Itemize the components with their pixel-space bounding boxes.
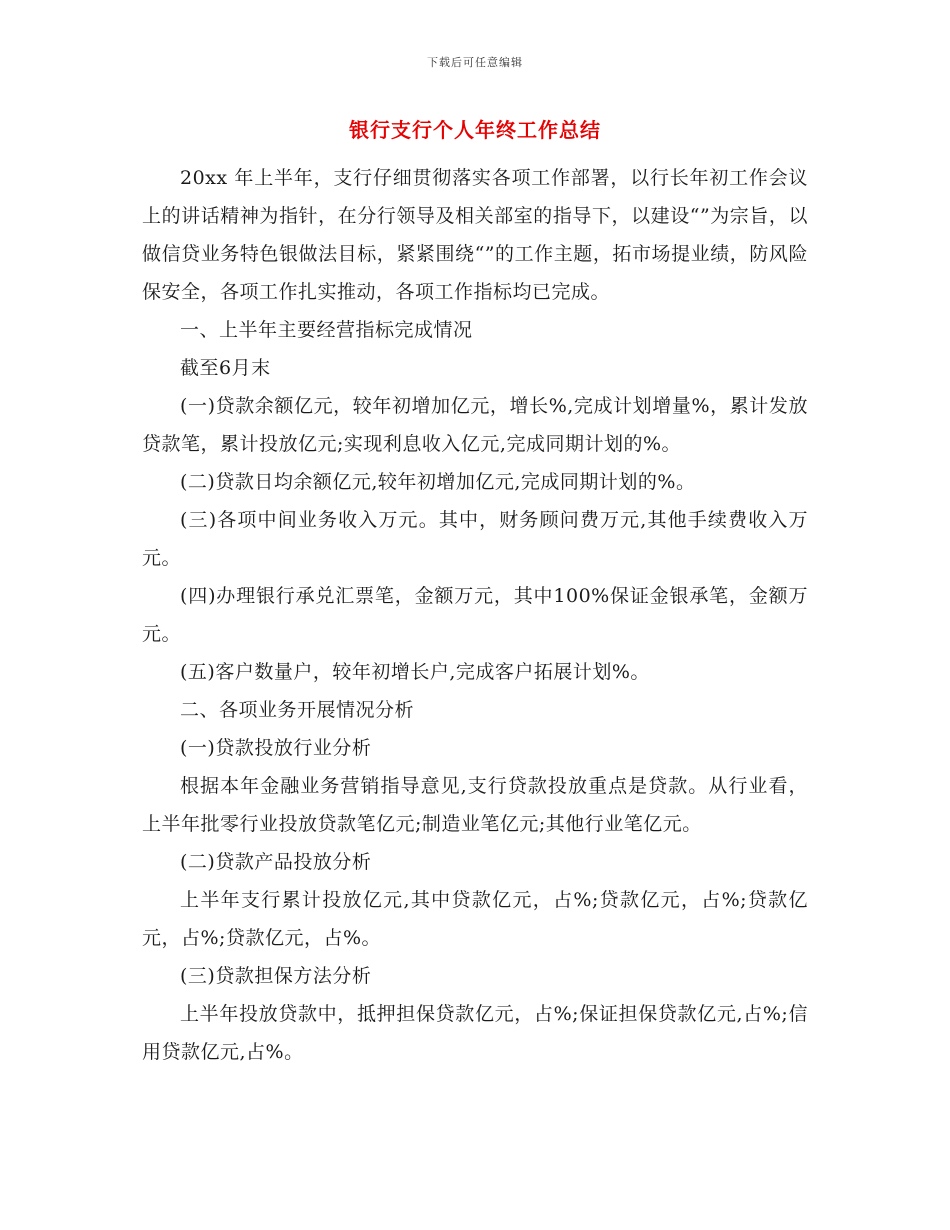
document-body [142,159,808,1071]
subheading-guarantee: (三)贷款担保方法分析 [180,965,372,987]
document-title: 银行支行个人年终工作总结 [349,118,601,142]
subheading-product: (二)贷款产品投放分析 [180,851,372,873]
paragraph-intro: 20xx 年上半年，支行仔细贯彻落实各项工作部署，以行长年初工作会议上的讲话精神为指针，在分行领导及相关部室的指导下，以建设“”为宗旨，以做信贷业务特色银做法目标，紧紧围绕“”的工作主题，拓市场提业绩，防风险保安全，各项工作扎实推动，各项工作指标均已完成。 [142,167,808,303]
header-note: 下载后可任意编辑 [427,56,523,69]
paragraph-item-1: (一)贷款余额亿元，较年初增加亿元，增长%,完成计划增量%，累计发放贷款笔，累计投放亿元;实现利息收入亿元,完成同期计划的%。 [142,395,808,455]
paragraph-item-5: (五)客户数量户，较年初增长户,完成客户拓展计划%。 [180,661,650,683]
section-heading-1: 一、上半年主要经营指标完成情况 [180,319,473,341]
paragraph-as-of: 截至6月末 [180,357,271,379]
paragraph-item-4: (四)办理银行承兑汇票笔，金额万元，其中100%保证金银承笔，金额万元。 [142,585,808,645]
subheading-industry: (一)贷款投放行业分析 [180,737,372,759]
paragraph-product: 上半年支行累计投放亿元,其中贷款亿元，占%;贷款亿元，占%;贷款亿元，占%;贷款亿元，占%。 [142,889,808,949]
paragraph-item-3: (三)各项中间业务收入万元。其中，财务顾问费万元,其他手续费收入万元。 [142,509,808,569]
paragraph-item-2: (二)贷款日均余额亿元,较年初增加亿元,完成同期计划的%。 [180,471,696,493]
paragraph-industry: 根据本年金融业务营销指导意见,支行贷款投放重点是贷款。从行业看，上半年批零行业投放贷款笔亿元;制造业笔亿元;其他行业笔亿元。 [142,775,808,835]
paragraph-guarantee: 上半年投放贷款中，抵押担保贷款亿元，占%;保证担保贷款亿元,占%;信用贷款亿元,占%。 [142,1003,808,1063]
section-heading-2: 二、各项业务开展情况分析 [180,699,415,721]
